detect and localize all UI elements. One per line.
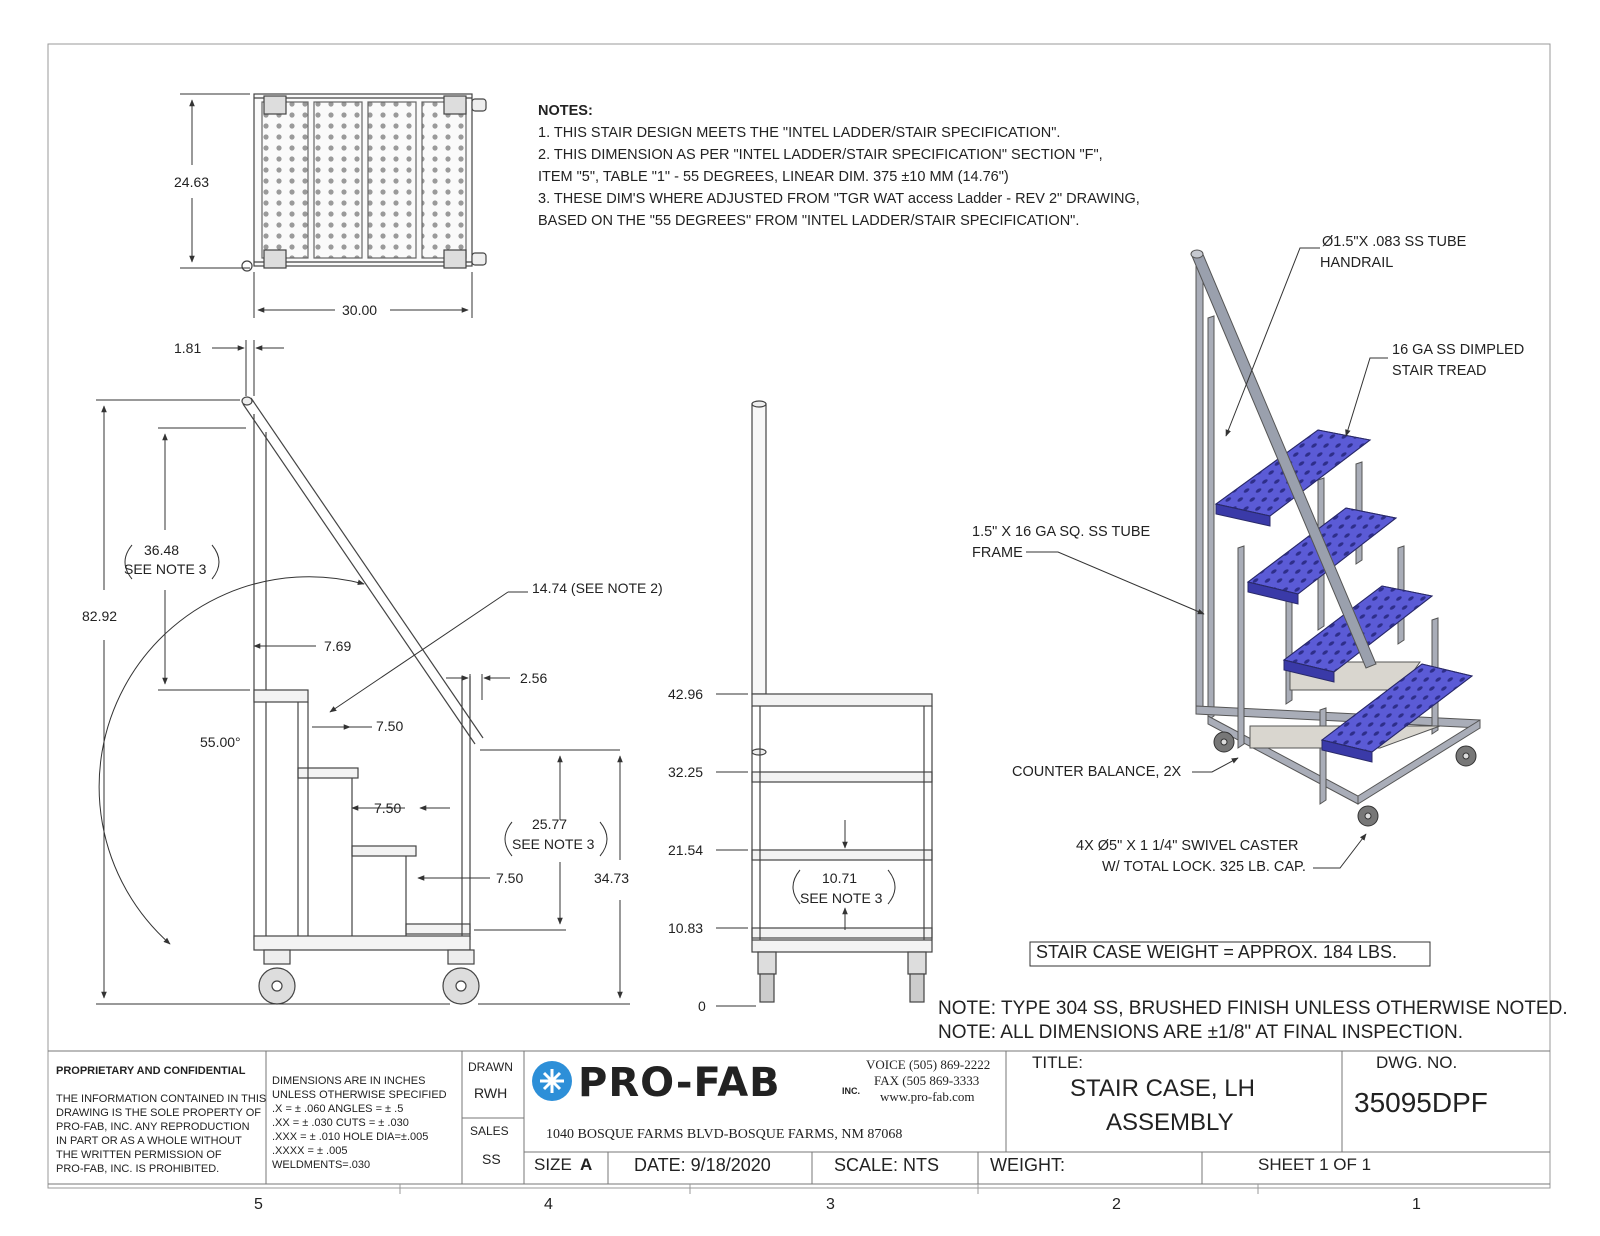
note-2-cont: ITEM "5", TABLE "1" - 55 DEGREES, LINEAR DIM. 375 ±10 MM (14.76") [538, 169, 1009, 185]
callout-tread-2: STAIR TREAD [1392, 363, 1487, 379]
callout-tread: 16 GA SS DIMPLED [1392, 342, 1525, 358]
sheet-field: SHEET 1 OF 1 [1258, 1155, 1372, 1174]
note-3: 3. THESE DIM'S WHERE ADJUSTED FROM "TGR WAT access Ladder - REV 2" DRAWING, [538, 191, 1140, 207]
proprietary-line-6: PRO-FAB, INC. IS PROHIBITED. [56, 1163, 220, 1175]
tolerance-line-6: .XXXX = ± .005 [272, 1145, 348, 1157]
front-view [752, 401, 932, 1002]
drawing-title-1: STAIR CASE, LH [1070, 1075, 1255, 1102]
sales-value: SS [482, 1151, 501, 1167]
callout-handrail: Ø1.5"X .083 SS TUBE [1322, 234, 1467, 250]
dim-25-77: 25.77 [532, 816, 568, 832]
callout-frame-2: FRAME [972, 545, 1023, 561]
dim-2-56: 2.56 [520, 670, 548, 686]
side-view [242, 397, 483, 1004]
callout-handrail-2: HANDRAIL [1320, 255, 1394, 271]
general-note-2: NOTE: ALL DIMENSIONS ARE ±1/8" AT FINAL INSPECTION. [938, 1022, 1464, 1043]
tolerance-line-3: .X = ± .060 ANGLES = ± .5 [272, 1103, 404, 1115]
dim-36-48-note: SEE NOTE 3 [124, 561, 207, 577]
company-suffix: INC. [842, 1086, 860, 1096]
dim-7-50-b: 7.50 [374, 800, 402, 816]
sales-label: SALES [470, 1124, 509, 1138]
zone-2: 2 [1112, 1196, 1121, 1213]
tolerance-line-2: UNLESS OTHERWISE SPECIFIED [272, 1089, 447, 1101]
drawn-label: DRAWN [468, 1060, 513, 1074]
dim-top-width: 30.00 [342, 302, 378, 318]
callout-counter-balance: COUNTER BALANCE, 2X [1012, 764, 1182, 780]
proprietary-line-5: THE WRITTEN PERMISSION OF [56, 1149, 222, 1161]
company-logo: PRO-FAB [578, 1060, 781, 1106]
dim-7-50-c: 7.50 [496, 870, 524, 886]
callout-caster-2: W/ TOTAL LOCK. 325 LB. CAP. [1102, 859, 1306, 875]
dim-10-71: 10.71 [822, 870, 858, 886]
tolerance-line-5: .XXX = ± .010 HOLE DIA=±.005 [272, 1131, 429, 1143]
dim-36-48: 36.48 [144, 542, 180, 558]
zone-3: 3 [826, 1196, 835, 1213]
dim-h-32-25: 32.25 [668, 764, 704, 780]
dwg-no-value: 35095DPF [1354, 1087, 1488, 1118]
iso-handrail [1191, 250, 1376, 668]
tolerance-line-1: DIMENSIONS ARE IN INCHES [272, 1075, 426, 1087]
top-view [242, 94, 486, 271]
dim-10-71-note: SEE NOTE 3 [800, 890, 883, 906]
company-web: www.pro-fab.com [880, 1089, 975, 1104]
dim-25-77-note: SEE NOTE 3 [512, 836, 595, 852]
dim-h-0: 0 [698, 998, 706, 1014]
size-value: A [580, 1155, 593, 1174]
dwg-no-label: DWG. NO. [1376, 1053, 1458, 1072]
tolerance-line-7: WELDMENTS=.030 [272, 1159, 371, 1171]
dim-h-21-54: 21.54 [668, 842, 704, 858]
proprietary-line-1: THE INFORMATION CONTAINED IN THIS [56, 1093, 267, 1105]
proprietary-line-3: PRO-FAB, INC. ANY REPRODUCTION [56, 1121, 250, 1133]
dim-7-69: 7.69 [324, 638, 352, 654]
zone-1: 1 [1412, 1196, 1421, 1213]
size-label: SIZE [534, 1155, 572, 1174]
pro-fab-logo-mark [532, 1061, 572, 1101]
proprietary-heading: PROPRIETARY AND CONFIDENTIAL [56, 1065, 246, 1077]
company-fax: FAX (505 869-3333 [874, 1073, 980, 1088]
notes-heading: NOTES: [538, 103, 593, 119]
date-field: DATE: 9/18/2020 [634, 1155, 771, 1175]
weight-box: STAIR CASE WEIGHT = APPROX. 184 LBS. [1036, 942, 1397, 962]
zone-4: 4 [544, 1196, 553, 1213]
company-address: 1040 BOSQUE FARMS BLVD-BOSQUE FARMS, NM 87068 [546, 1127, 903, 1142]
dim-top-depth: 24.63 [174, 174, 210, 190]
company-voice: VOICE (505) 869-2222 [866, 1057, 991, 1072]
dim-82-92: 82.92 [82, 608, 118, 624]
drawing-title-2: ASSEMBLY [1106, 1109, 1234, 1136]
dim-angle: 55.00° [200, 734, 241, 750]
callout-caster: 4X Ø5" X 1 1/4" SWIVEL CASTER [1076, 838, 1299, 854]
zone-5: 5 [254, 1196, 263, 1213]
note-1: 1. THIS STAIR DESIGN MEETS THE "INTEL LADDER/STAIR SPECIFICATION". [538, 125, 1061, 141]
dim-34-73: 34.73 [594, 870, 630, 886]
dim-14-74: 14.74 (SEE NOTE 2) [532, 580, 663, 596]
dim-h-10-83: 10.83 [668, 920, 704, 936]
callout-frame: 1.5" X 16 GA SQ. SS TUBE [972, 524, 1151, 540]
scale-field: SCALE: NTS [834, 1155, 940, 1175]
weight-field: WEIGHT: [990, 1155, 1065, 1175]
drawn-value: RWH [474, 1085, 508, 1101]
dim-h-42-96: 42.96 [668, 686, 704, 702]
general-note-1: NOTE: TYPE 304 SS, BRUSHED FINISH UNLESS OTHERWISE NOTED. [938, 998, 1568, 1019]
tolerance-line-4: .XX = ± .030 CUTS = ± .030 [272, 1117, 409, 1129]
dim-1-81: 1.81 [174, 340, 202, 356]
note-2: 2. THIS DIMENSION AS PER "INTEL LADDER/STAIR SPECIFICATION" SECTION "F", [538, 147, 1103, 163]
note-3-cont: BASED ON THE "55 DEGREES" FROM "INTEL LADDER/STAIR SPECIFICATION". [538, 213, 1080, 229]
title-label: TITLE: [1032, 1053, 1084, 1072]
dim-7-50-a: 7.50 [376, 718, 404, 734]
proprietary-line-4: IN PART OR AS A WHOLE WITHOUT [56, 1135, 242, 1147]
proprietary-line-2: DRAWING IS THE SOLE PROPERTY OF [56, 1107, 261, 1119]
